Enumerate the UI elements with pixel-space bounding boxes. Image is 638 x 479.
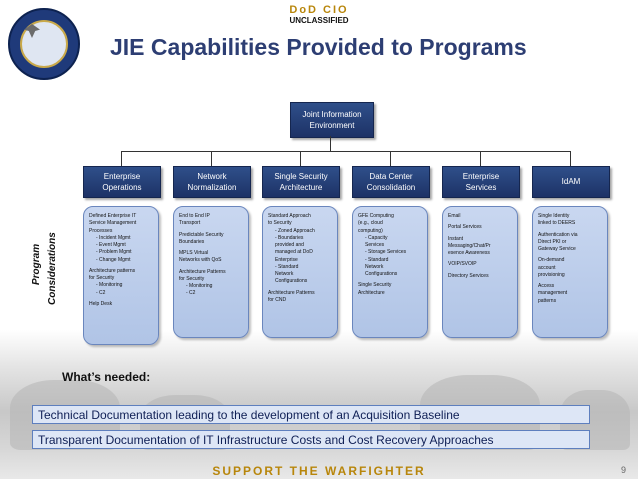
detail-item: Networks with QoS — [179, 257, 222, 264]
connector-drop — [570, 151, 571, 166]
program-considerations-label — [30, 225, 68, 335]
detail-subitem: - Storage Services — [365, 249, 407, 256]
detail-item: patterns — [538, 297, 557, 304]
detail-item: Architecture — [358, 289, 385, 296]
detail-subitem: - Standard — [365, 256, 389, 263]
need-item-technical-documentation: Technical Documentation leading to the development of an Acquisition Baseline — [32, 405, 590, 424]
detail-item: for Security — [179, 275, 205, 282]
detail-item: esence Awareness — [448, 250, 490, 256]
detail-item: Predictable Security — [179, 231, 224, 238]
detail-item: Processes — [89, 227, 113, 234]
detail-item: Help Desk — [89, 300, 113, 307]
seal-inner-ring — [20, 20, 68, 68]
column-head-line: Normalization — [187, 183, 237, 192]
page-title: JIE Capabilities Provided to Programs — [110, 34, 527, 60]
page-number: 9 — [620, 465, 626, 475]
detail-card — [532, 206, 608, 338]
column-head-line: Consolidation — [366, 183, 416, 192]
detail-subitem: - Monitoring — [186, 283, 213, 289]
detail-item: (e.g., cloud — [358, 220, 383, 227]
detail-item: Service Management — [89, 220, 137, 227]
side-label-line-2: Considerations — [47, 232, 58, 305]
detail-item: Gateway Service — [538, 246, 576, 252]
connector-drop — [480, 151, 481, 166]
detail-card — [173, 206, 249, 338]
connector-drop — [211, 151, 212, 166]
detail-item: Messaging/Chat/Pr — [448, 242, 491, 249]
detail-item: Transport — [179, 220, 201, 227]
detail-item: Instant — [448, 235, 464, 242]
connector-drop — [300, 151, 301, 166]
root-line-1: Joint Information — [302, 109, 362, 119]
column-head-line: Operations — [102, 183, 142, 192]
detail-subitem: - Change Mgmt — [96, 256, 131, 263]
detail-subitem: Network — [275, 271, 294, 277]
detail-item: to Security — [268, 220, 292, 227]
detail-item: On-demand — [538, 257, 565, 264]
detail-item: Email — [448, 213, 461, 219]
detail-subitem: - C2 — [96, 289, 106, 296]
detail-item: Direct PKI or — [538, 238, 567, 245]
detail-subitem: - C2 — [186, 290, 196, 297]
detail-item: for CND — [268, 296, 287, 303]
column-head-network-normalization — [173, 166, 251, 198]
detail-item: Architecture Patterns — [268, 289, 315, 296]
detail-subitem: Configurations — [365, 271, 398, 277]
detail-item: Standard Approach — [268, 213, 311, 219]
detail-subitem: - Event Mgmt — [96, 242, 126, 248]
classification-marking: UNCLASSIFIED — [289, 16, 349, 25]
detail-item: Boundaries — [179, 238, 205, 245]
detail-item: MPLS Virtual — [179, 250, 209, 256]
detail-card — [83, 206, 159, 345]
detail-subitem: - Zoned Approach — [275, 227, 315, 234]
detail-item: Directory Services — [448, 272, 489, 279]
detail-item: GFE Computing — [358, 213, 394, 219]
column-head-line: IdAM — [561, 177, 581, 187]
column-head-line: Enterprise — [103, 171, 141, 181]
connector-drop — [390, 151, 391, 166]
root-line-2: Environment — [309, 121, 355, 130]
detail-card — [352, 206, 428, 338]
detail-subitem: - Capacity — [365, 234, 388, 241]
detail-item: provisioning — [538, 271, 565, 278]
detail-item: End to End IP — [179, 213, 210, 219]
column-head-line: Architecture — [279, 183, 323, 192]
detail-subitem: - Problem Mgmt — [96, 249, 132, 256]
org-name: DoD CIO — [289, 4, 349, 16]
detail-subitem: - Incident Mgmt — [96, 234, 131, 241]
detail-subitem: - Boundaries — [275, 234, 304, 241]
column-head-line: Network — [197, 171, 227, 181]
connector-drop — [121, 151, 122, 166]
column-head-line: Data Center — [369, 171, 413, 181]
detail-item: Portal Services — [448, 224, 482, 231]
detail-subitem: Services — [365, 242, 385, 248]
detail-subitem: - Standard — [275, 263, 299, 270]
detail-item: Single Identity — [538, 213, 570, 219]
whats-needed-label: What’s needed: — [62, 370, 151, 384]
detail-item: Defined Enterprise IT — [89, 213, 137, 219]
detail-item: Architecture patterns — [89, 267, 136, 274]
column-head-enterprise-operations — [83, 166, 161, 198]
column-head-single-security-architecture — [262, 166, 340, 198]
detail-item: Authentication via — [538, 231, 578, 238]
detail-subitem: - Monitoring — [96, 282, 123, 289]
detail-item: Single Security — [358, 282, 392, 289]
detail-item: for Security — [89, 275, 115, 281]
column-head-data-center-consolidation — [352, 166, 430, 198]
detail-item: account — [538, 264, 556, 271]
detail-item: computing) — [358, 227, 383, 234]
detail-item: VOIP/SVOIP — [448, 261, 477, 268]
detail-subitem: Enterprise — [275, 256, 298, 263]
detail-subitem: Network — [365, 263, 384, 270]
detail-subitem: provided and — [275, 242, 304, 248]
root-node — [290, 102, 374, 138]
detail-card — [442, 206, 518, 338]
column-head-idam — [532, 166, 610, 198]
connector-vertical — [330, 136, 331, 152]
column-head-line: Single Security — [274, 171, 328, 181]
detail-card — [262, 206, 338, 338]
detail-item: Access — [538, 283, 555, 289]
need-item-transparent-documentation: Transparent Documentation of IT Infrastructure Costs and Cost Recovery Approaches — [32, 430, 590, 449]
footer-motto: SUPPORT THE WARFIGHTER — [212, 464, 426, 478]
detail-subitem: Configurations — [275, 278, 308, 285]
detail-item: linked to DEERS — [538, 220, 576, 227]
detail-item: Architecture Patterns — [179, 268, 226, 275]
detail-item: management — [538, 290, 568, 297]
connector-horizontal — [121, 151, 570, 152]
detail-subitem: managed at DoD — [275, 249, 313, 256]
column-head-enterprise-services — [442, 166, 520, 198]
column-head-line: Services — [465, 183, 497, 192]
column-head-line: Enterprise — [462, 171, 500, 181]
side-label-line-1: Program — [31, 243, 42, 285]
